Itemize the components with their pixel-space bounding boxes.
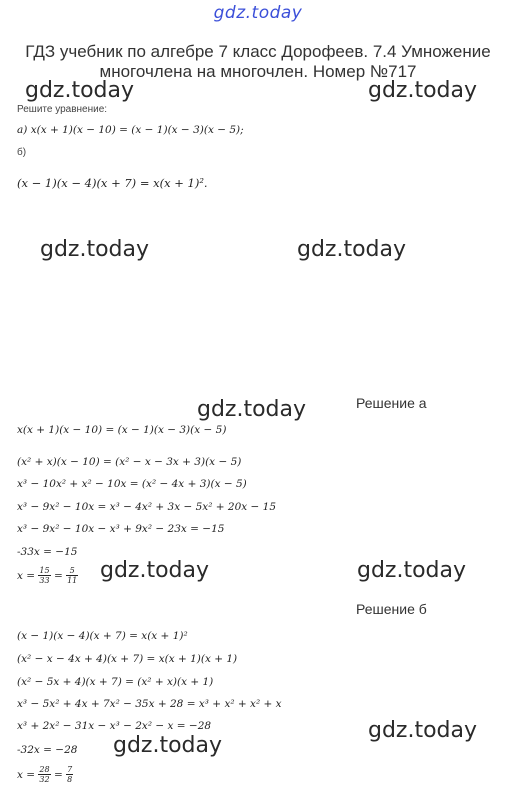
fraction-numerator: 5 (66, 566, 78, 576)
solution-b-answer (17, 765, 73, 784)
site-logo[interactable]: gdz.today (213, 3, 303, 23)
watermark: gdz.today (368, 78, 478, 103)
fraction-numerator: 7 (67, 765, 73, 774)
solution-a-heading: Решение а (356, 395, 427, 411)
task-prompt: Решите уравнение: (17, 104, 108, 115)
fraction-denominator: 11 (67, 576, 78, 585)
equals-sign: = (53, 569, 63, 582)
solution-b-line: x³ − 5x² + 4x + 7x² − 35x + 28 = x³ + x² + x² + x (17, 698, 282, 710)
answer-prefix: x = (17, 569, 36, 582)
answer-fraction (38, 566, 50, 585)
solution-a-line: x³ − 9x² − 10x = x³ − 4x² + 3x − 5x² + 20x − 15 (17, 501, 277, 513)
fraction-denominator: 33 (39, 576, 50, 585)
fraction-numerator: 28 (39, 765, 50, 774)
watermark: gdz.today (357, 558, 467, 583)
task-item-b-label: б) (17, 147, 27, 158)
watermark: gdz.today (113, 733, 223, 758)
solution-a-line: x³ − 10x² + x² − 10x = (x² − 4x + 3)(x − 5) (17, 478, 247, 490)
watermark: gdz.today (197, 397, 307, 422)
page-title: ГДЗ учебник по алгебре 7 класс Дорофеев. 7.4 Умножение многочлена на многочлен. Номер №717 (25, 42, 491, 81)
answer-fraction (38, 765, 50, 784)
task-item-b: (x − 1)(x − 4)(x + 7) = x(x + 1)². (17, 176, 208, 190)
solution-b-line: (x² − x − 4x + 4)(x + 7) = x(x + 1)(x + 1) (17, 653, 238, 665)
solution-b-heading: Решение б (356, 601, 427, 617)
watermark: gdz.today (368, 718, 478, 743)
answer-fraction (66, 566, 78, 585)
solution-a-line: x³ − 9x² − 10x − x³ + 9x² − 23x = −15 (17, 523, 225, 535)
fraction-denominator: 32 (39, 775, 50, 784)
answer-fraction (66, 765, 73, 784)
solution-a-answer (17, 566, 78, 585)
solution-a-line: (x² + x)(x − 10) = (x² − x − 3x + 3)(x − 5) (17, 456, 242, 468)
equals-sign: = (53, 768, 63, 781)
solution-b-line: (x − 1)(x − 4)(x + 7) = x(x + 1)² (17, 630, 188, 642)
answer-prefix: x = (17, 768, 36, 781)
solution-b-line: -32x = −28 (17, 744, 78, 756)
watermark: gdz.today (297, 237, 407, 262)
watermark: gdz.today (25, 78, 135, 103)
task-item-a: а) x(x + 1)(x − 10) = (x − 1)(x − 3)(x − 5); (17, 124, 244, 136)
solution-a-line: x(x + 1)(x − 10) = (x − 1)(x − 3)(x − 5) (17, 424, 227, 436)
fraction-numerator: 15 (39, 566, 50, 575)
watermark: gdz.today (100, 558, 210, 583)
solution-a-line: -33x = −15 (17, 546, 78, 558)
solution-b-line: (x² − 5x + 4)(x + 7) = (x² + x)(x + 1) (17, 676, 214, 688)
fraction-denominator: 8 (67, 775, 73, 784)
watermark: gdz.today (40, 237, 150, 262)
solution-b-line: x³ + 2x² − 31x − x³ − 2x² − x = −28 (17, 720, 212, 732)
